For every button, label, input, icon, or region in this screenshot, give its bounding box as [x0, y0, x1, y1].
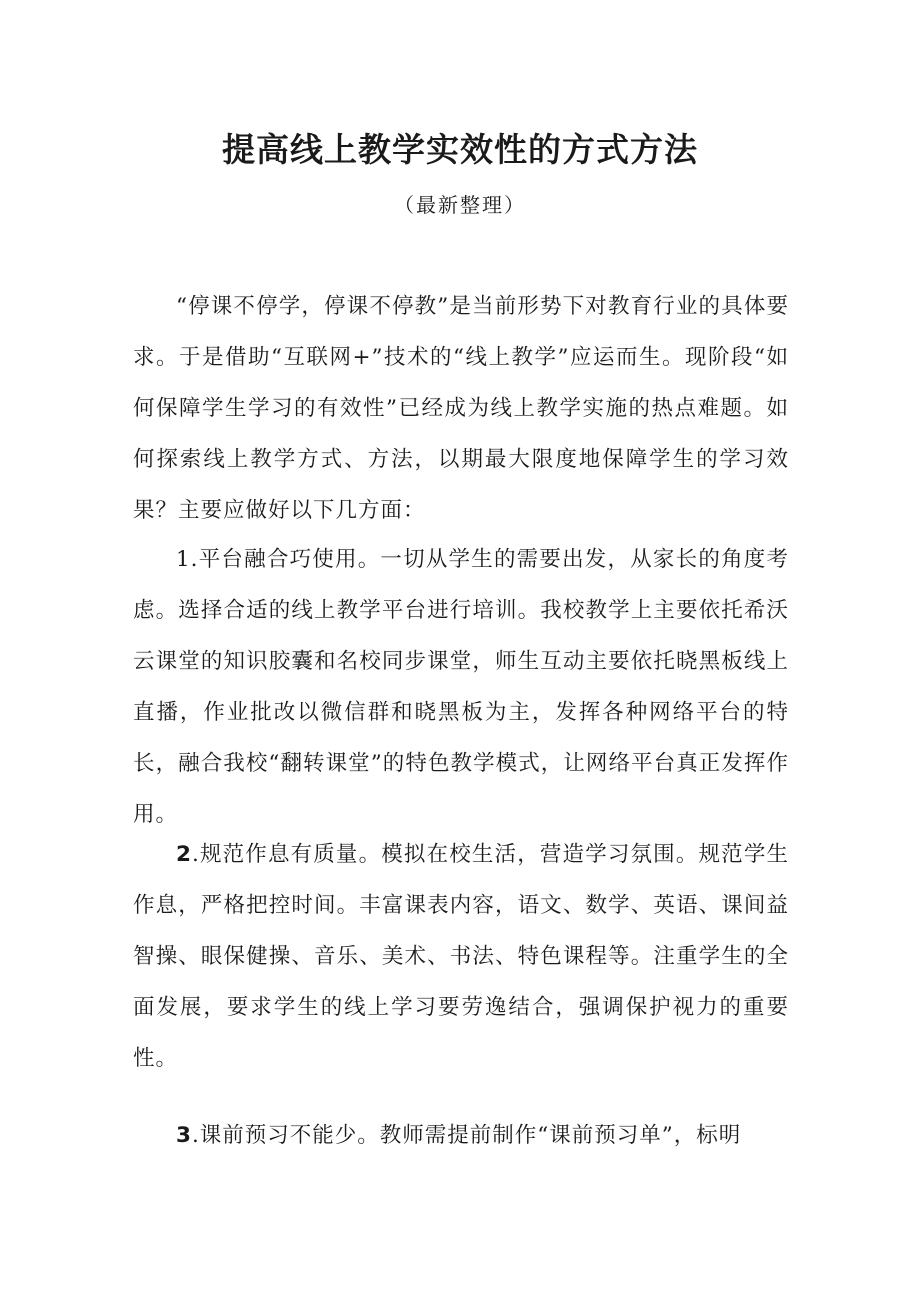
section-paragraph-3: [133, 1110, 789, 1161]
section-number-1: 1.: [176, 547, 199, 572]
section-text-1: 平台融合巧使用。一切从学生的需要出发，从家长的角度考虑。选择合适的线上教学平台进行培训。我校教学上主要依托希沃云课堂的知识胶囊和名校同步课堂，师生互动主要依托晓黑板线上直播，作业批改以微信群和晓黑板为主，发挥各种网络平台的特长，融合我校“翻转课堂”的特色教学模式，让网络平台真正发挥作用。: [133, 547, 789, 827]
section-paragraph-1: [133, 534, 789, 840]
section-text-2: .规范作息有质量。模拟在校生活，营造学习氛围。规范学生作息，严格把控时间。丰富课表内容，语文、数学、英语、课间益智操、眼保健操、音乐、美术、书法、特色课程等。注重学生的全面发展，要求学生的线上学习要劳逸结合，强调保护视力的重要性。: [133, 842, 789, 1071]
document-subtitle: （最新整理）: [394, 193, 526, 217]
section-paragraph-2: [133, 829, 789, 1084]
section-number-2: 2: [176, 842, 192, 867]
section-number-3: 3: [176, 1123, 192, 1148]
document-title: 提高线上教学实效性的方式方法: [222, 130, 698, 169]
section-text-3: .课前预习不能少。教师需提前制作“课前预习单”，标明: [191, 1123, 742, 1148]
intro-paragraph: “停课不停学，停课不停教”是当前形势下对教育行业的具体要求。于是借助“互联网+”技术的“线上教学”应运而生。现阶段“如何保障学生学习的有效性”已经成为线上教学实施的热点难题。如何探索线上教学方式、方法，以期最大限度地保障学生的学习效果？主要应做好以下几方面：: [133, 294, 789, 523]
